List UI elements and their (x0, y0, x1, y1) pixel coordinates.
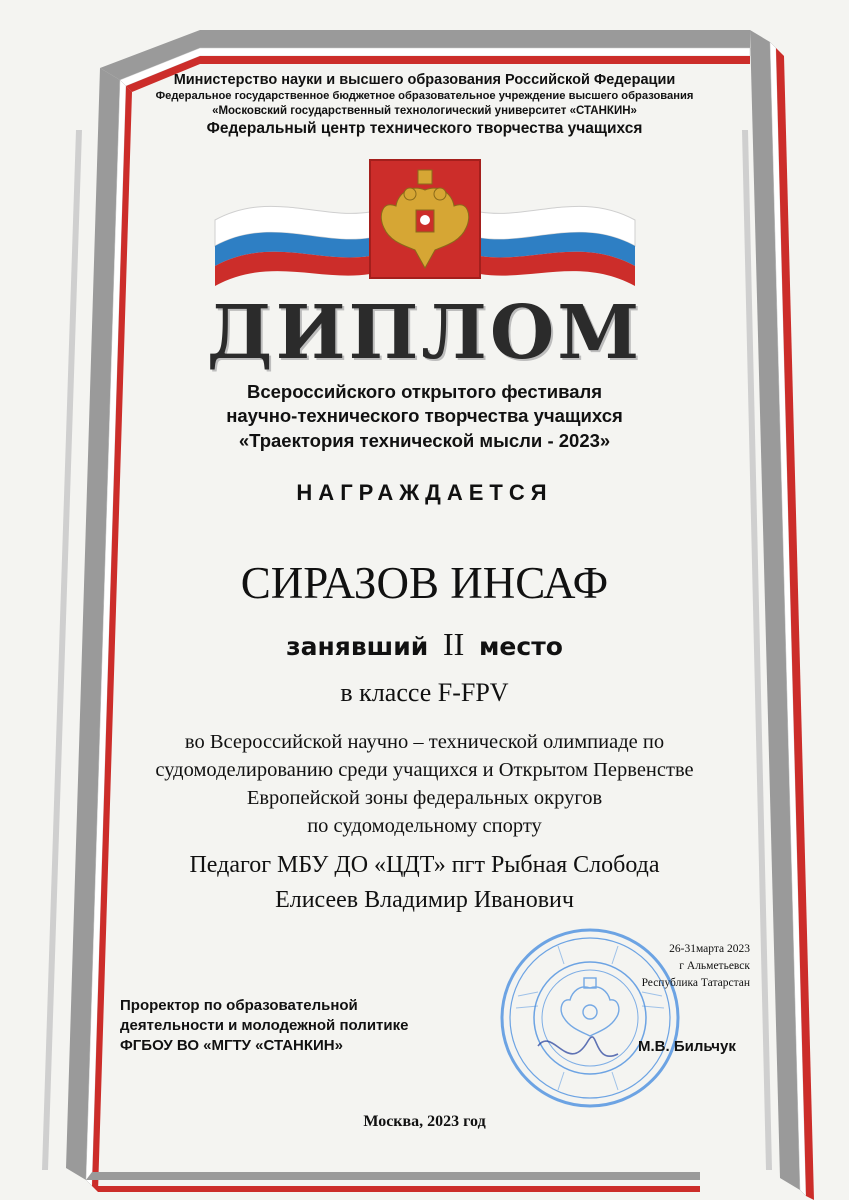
signatory-name: М.В. Бильчук (638, 1038, 736, 1055)
event-region: Республика Татарстан (641, 977, 750, 989)
place-line (0, 626, 849, 663)
center-heading: Федеральный центр технического творчества учащихся (206, 120, 643, 137)
festival-line-2: научно-технического творчества учащихся (226, 405, 623, 426)
ministry-heading: Министерство науки и высшего образования Российской Федерации (173, 72, 676, 88)
signatory-position-line-1: Проректор по образовательной (120, 997, 358, 1014)
event-dates: 26-31марта 2023 (669, 943, 750, 955)
footer-city-year: Москва, 2023 год (363, 1113, 486, 1130)
awarded-label: НАГРАЖДАЕТСЯ (296, 480, 553, 505)
teacher-line-2: Елисеев Владимир Иванович (275, 887, 574, 913)
place-suffix: место (479, 632, 563, 661)
signatory-position-line-2: деятельности и молодежной политике (120, 1017, 409, 1034)
institution-line-1: Федеральное государственное бюджетное образовательное учреждение высшего образования (155, 90, 694, 102)
signatory-position-line-3: ФГБОУ ВО «МГТУ «СТАНКИН» (120, 1037, 343, 1054)
event-city: г Альметьевск (679, 960, 750, 972)
description-line-3: Европейской зоны федеральных округов (246, 787, 603, 809)
description-line-2: судомоделированию среди учащихся и Открытом Первенстве (155, 759, 694, 781)
coat-of-arms-flag-emblem (210, 150, 640, 290)
diploma-title: ДИПЛОМ (206, 290, 643, 376)
place-number: II (442, 626, 465, 662)
description-line-1: во Всероссийской научно – технической олимпиаде по (184, 731, 665, 753)
festival-line-1: Всероссийского открытого фестиваля (246, 381, 603, 402)
place-prefix: занявший (286, 632, 429, 661)
teacher-line-1: Педагог МБУ ДО «ЦДТ» пгт Рыбная Слобода (189, 852, 660, 878)
recipient-name: СИРАЗОВ ИНСАФ (240, 558, 609, 608)
description-line-4: по судомодельному спорту (307, 815, 542, 837)
festival-line-3: «Траектория технической мысли - 2023» (238, 430, 611, 451)
institution-line-2: «Московский государственный технологический университет «СТАНКИН» (212, 105, 637, 117)
class-text: в классе F-FPV (340, 678, 509, 707)
